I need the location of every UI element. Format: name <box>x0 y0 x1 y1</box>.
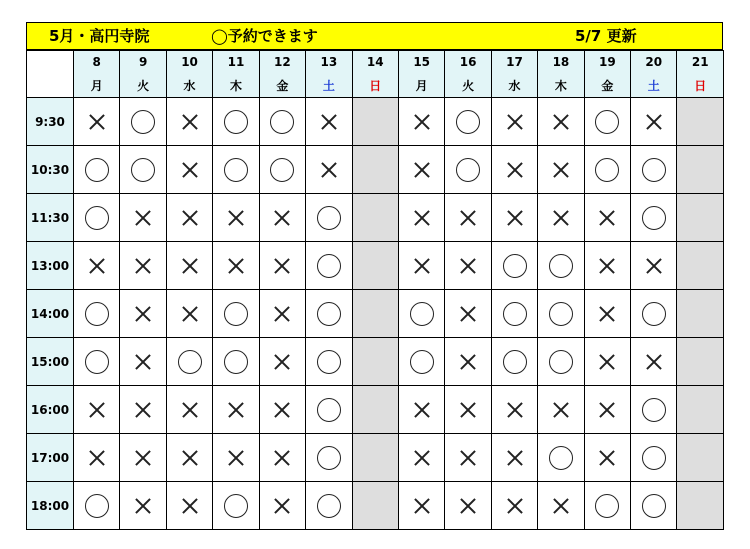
available-icon <box>317 494 341 518</box>
availability-cell <box>445 194 491 242</box>
availability-cell <box>259 386 305 434</box>
availability-cell <box>538 386 584 434</box>
availability-cell <box>259 338 305 386</box>
availability-cell <box>584 338 630 386</box>
availability-cell <box>259 482 305 530</box>
available-icon <box>456 158 480 182</box>
unavailable-icon <box>131 206 155 230</box>
available-icon <box>224 494 248 518</box>
unavailable-icon <box>456 350 480 374</box>
time-label: 18:00 <box>27 482 74 530</box>
availability-cell <box>306 386 352 434</box>
closed-cell <box>677 338 723 386</box>
unavailable-icon <box>270 350 294 374</box>
available-icon <box>595 158 619 182</box>
availability-cell <box>306 242 352 290</box>
day-date: 16 <box>445 51 491 74</box>
availability-cell <box>584 98 630 146</box>
availability-cell <box>166 146 212 194</box>
day-date: 12 <box>259 51 305 74</box>
available-icon <box>410 302 434 326</box>
availability-cell <box>538 290 584 338</box>
availability-cell <box>631 146 677 194</box>
available-icon <box>456 110 480 134</box>
availability-cell <box>213 482 259 530</box>
availability-cell <box>120 338 166 386</box>
unavailable-icon <box>131 446 155 470</box>
available-icon <box>224 158 248 182</box>
availability-cell <box>259 98 305 146</box>
availability-cell <box>120 146 166 194</box>
day-weekday: 土 <box>306 73 352 98</box>
unavailable-icon <box>270 494 294 518</box>
available-icon <box>270 110 294 134</box>
available-icon <box>85 350 109 374</box>
time-slot-row <box>27 194 724 242</box>
available-icon <box>317 350 341 374</box>
availability-cell <box>584 290 630 338</box>
availability-cell <box>259 290 305 338</box>
availability-cell <box>213 98 259 146</box>
availability-cell <box>74 242 120 290</box>
updated-date: 5/7 更新 <box>575 27 637 45</box>
available-icon <box>85 206 109 230</box>
day-date: 18 <box>538 51 584 74</box>
availability-cell <box>213 194 259 242</box>
availability-cell <box>166 98 212 146</box>
closed-cell <box>677 194 723 242</box>
availability-cell <box>584 242 630 290</box>
availability-cell <box>74 386 120 434</box>
time-label: 9:30 <box>27 98 74 146</box>
availability-cell <box>166 482 212 530</box>
time-label: 11:30 <box>27 194 74 242</box>
availability-cell <box>259 146 305 194</box>
unavailable-icon <box>410 158 434 182</box>
availability-cell <box>74 146 120 194</box>
availability-cell <box>491 386 537 434</box>
availability-cell <box>445 242 491 290</box>
availability-cell <box>74 338 120 386</box>
unavailable-icon <box>178 398 202 422</box>
availability-cell <box>74 98 120 146</box>
availability-cell <box>584 146 630 194</box>
available-icon <box>131 110 155 134</box>
availability-cell <box>491 242 537 290</box>
time-label: 17:00 <box>27 434 74 482</box>
closed-cell <box>352 338 398 386</box>
closed-cell <box>352 242 398 290</box>
unavailable-icon <box>224 254 248 278</box>
closed-cell <box>677 242 723 290</box>
unavailable-icon <box>503 206 527 230</box>
day-weekday: 金 <box>259 73 305 98</box>
unavailable-icon <box>595 446 619 470</box>
day-date: 17 <box>491 51 537 74</box>
unavailable-icon <box>595 350 619 374</box>
available-icon <box>595 494 619 518</box>
unavailable-icon <box>85 110 109 134</box>
unavailable-icon <box>549 494 573 518</box>
day-weekday: 木 <box>213 73 259 98</box>
closed-cell <box>677 386 723 434</box>
availability-cell <box>445 386 491 434</box>
time-slot-row <box>27 98 724 146</box>
closed-cell <box>352 146 398 194</box>
title-banner <box>26 22 723 50</box>
closed-cell <box>677 434 723 482</box>
unavailable-icon <box>224 446 248 470</box>
day-date: 8 <box>74 51 120 74</box>
day-weekday: 日 <box>352 73 398 98</box>
availability-cell <box>306 434 352 482</box>
time-label: 13:00 <box>27 242 74 290</box>
available-icon <box>549 254 573 278</box>
availability-cell <box>166 338 212 386</box>
availability-cell <box>74 482 120 530</box>
availability-cell <box>398 194 444 242</box>
availability-cell <box>584 434 630 482</box>
availability-cell <box>491 338 537 386</box>
availability-cell <box>398 434 444 482</box>
availability-cell <box>445 290 491 338</box>
closed-cell <box>677 146 723 194</box>
unavailable-icon <box>131 350 155 374</box>
availability-cell <box>445 482 491 530</box>
availability-cell <box>631 290 677 338</box>
day-weekday: 月 <box>74 73 120 98</box>
unavailable-icon <box>549 206 573 230</box>
unavailable-icon <box>456 494 480 518</box>
day-date: 14 <box>352 51 398 74</box>
closed-cell <box>352 194 398 242</box>
closed-cell <box>677 98 723 146</box>
closed-cell <box>352 290 398 338</box>
time-label: 10:30 <box>27 146 74 194</box>
time-slot-row <box>27 338 724 386</box>
day-weekday: 金 <box>584 73 630 98</box>
availability-cell <box>213 242 259 290</box>
availability-cell <box>631 194 677 242</box>
unavailable-icon <box>270 302 294 326</box>
day-weekday: 月 <box>398 73 444 98</box>
availability-cell <box>398 146 444 194</box>
available-icon <box>642 494 666 518</box>
availability-cell <box>445 338 491 386</box>
day-date: 10 <box>166 51 212 74</box>
availability-cell <box>259 194 305 242</box>
availability-cell <box>120 98 166 146</box>
availability-cell <box>491 482 537 530</box>
unavailable-icon <box>595 254 619 278</box>
day-date: 11 <box>213 51 259 74</box>
availability-cell <box>538 434 584 482</box>
unavailable-icon <box>549 158 573 182</box>
available-icon <box>224 302 248 326</box>
available-icon <box>317 302 341 326</box>
day-weekday: 土 <box>631 73 677 98</box>
available-icon <box>131 158 155 182</box>
availability-cell <box>538 338 584 386</box>
availability-cell <box>584 386 630 434</box>
closed-cell <box>352 98 398 146</box>
availability-cell <box>491 98 537 146</box>
time-slot-row <box>27 242 724 290</box>
availability-cell <box>445 434 491 482</box>
available-icon <box>595 110 619 134</box>
closed-cell <box>352 386 398 434</box>
unavailable-icon <box>410 254 434 278</box>
availability-cell <box>398 242 444 290</box>
corner-cell <box>27 51 74 98</box>
availability-cell <box>398 386 444 434</box>
unavailable-icon <box>503 110 527 134</box>
unavailable-icon <box>456 446 480 470</box>
unavailable-icon <box>595 302 619 326</box>
unavailable-icon <box>410 446 434 470</box>
availability-cell <box>166 386 212 434</box>
availability-cell <box>166 290 212 338</box>
availability-cell <box>445 98 491 146</box>
time-slot-row <box>27 290 724 338</box>
day-date: 19 <box>584 51 630 74</box>
unavailable-icon <box>410 110 434 134</box>
unavailable-icon <box>224 206 248 230</box>
availability-cell <box>166 242 212 290</box>
unavailable-icon <box>178 206 202 230</box>
unavailable-icon <box>503 158 527 182</box>
availability-cell <box>120 194 166 242</box>
availability-cell <box>538 482 584 530</box>
availability-cell <box>538 98 584 146</box>
available-icon <box>270 158 294 182</box>
availability-cell <box>398 290 444 338</box>
available-icon <box>642 398 666 422</box>
availability-cell <box>120 434 166 482</box>
time-label: 14:00 <box>27 290 74 338</box>
closed-cell <box>677 482 723 530</box>
availability-cell <box>491 194 537 242</box>
unavailable-icon <box>642 110 666 134</box>
unavailable-icon <box>456 254 480 278</box>
availability-cell <box>398 98 444 146</box>
day-weekday: 日 <box>677 73 723 98</box>
availability-cell <box>259 242 305 290</box>
available-icon <box>503 254 527 278</box>
day-weekday: 水 <box>491 73 537 98</box>
unavailable-icon <box>85 254 109 278</box>
available-icon <box>642 158 666 182</box>
availability-cell <box>631 482 677 530</box>
availability-cell <box>306 338 352 386</box>
availability-cell <box>398 482 444 530</box>
unavailable-icon <box>595 206 619 230</box>
day-date: 21 <box>677 51 723 74</box>
availability-cell <box>120 482 166 530</box>
availability-cell <box>491 434 537 482</box>
closed-cell <box>352 434 398 482</box>
availability-cell <box>491 290 537 338</box>
availability-cell <box>538 242 584 290</box>
availability-cell <box>538 146 584 194</box>
availability-cell <box>306 146 352 194</box>
time-label: 16:00 <box>27 386 74 434</box>
unavailable-icon <box>178 302 202 326</box>
unavailable-icon <box>178 446 202 470</box>
legend-text: ◯予約できます <box>211 27 318 45</box>
available-icon <box>85 302 109 326</box>
unavailable-icon <box>131 398 155 422</box>
unavailable-icon <box>410 206 434 230</box>
availability-cell <box>631 242 677 290</box>
availability-cell <box>74 290 120 338</box>
available-icon <box>410 350 434 374</box>
availability-cell <box>631 98 677 146</box>
day-date: 20 <box>631 51 677 74</box>
reservation-table <box>26 50 724 530</box>
unavailable-icon <box>410 494 434 518</box>
availability-cell <box>213 434 259 482</box>
day-date: 9 <box>120 51 166 74</box>
unavailable-icon <box>178 254 202 278</box>
availability-cell <box>120 290 166 338</box>
availability-cell <box>213 290 259 338</box>
unavailable-icon <box>178 110 202 134</box>
available-icon <box>642 206 666 230</box>
available-icon <box>224 110 248 134</box>
available-icon <box>642 446 666 470</box>
unavailable-icon <box>549 110 573 134</box>
available-icon <box>317 206 341 230</box>
availability-cell <box>74 194 120 242</box>
availability-cell <box>259 434 305 482</box>
availability-cell <box>120 242 166 290</box>
availability-cell <box>398 338 444 386</box>
day-weekday: 水 <box>166 73 212 98</box>
available-icon <box>503 350 527 374</box>
unavailable-icon <box>270 254 294 278</box>
available-icon <box>85 158 109 182</box>
unavailable-icon <box>642 254 666 278</box>
closed-cell <box>352 482 398 530</box>
unavailable-icon <box>270 206 294 230</box>
unavailable-icon <box>642 350 666 374</box>
availability-cell <box>74 434 120 482</box>
availability-cell <box>213 386 259 434</box>
day-date: 13 <box>306 51 352 74</box>
day-weekday: 火 <box>445 73 491 98</box>
unavailable-icon <box>410 398 434 422</box>
availability-cell <box>631 434 677 482</box>
unavailable-icon <box>595 398 619 422</box>
available-icon <box>85 494 109 518</box>
availability-cell <box>306 194 352 242</box>
availability-cell <box>584 482 630 530</box>
unavailable-icon <box>270 398 294 422</box>
unavailable-icon <box>131 302 155 326</box>
availability-cell <box>213 338 259 386</box>
available-icon <box>503 302 527 326</box>
availability-cell <box>120 386 166 434</box>
available-icon <box>549 350 573 374</box>
available-icon <box>178 350 202 374</box>
unavailable-icon <box>131 254 155 278</box>
time-slot-row <box>27 482 724 530</box>
time-slot-row <box>27 434 724 482</box>
unavailable-icon <box>85 446 109 470</box>
day-weekday: 木 <box>538 73 584 98</box>
time-label: 15:00 <box>27 338 74 386</box>
unavailable-icon <box>503 446 527 470</box>
unavailable-icon <box>317 158 341 182</box>
unavailable-icon <box>178 494 202 518</box>
availability-cell <box>306 482 352 530</box>
availability-cell <box>306 290 352 338</box>
available-icon <box>642 302 666 326</box>
time-slot-row <box>27 146 724 194</box>
available-icon <box>317 446 341 470</box>
availability-cell <box>445 146 491 194</box>
available-icon <box>224 350 248 374</box>
unavailable-icon <box>456 206 480 230</box>
unavailable-icon <box>131 494 155 518</box>
unavailable-icon <box>456 398 480 422</box>
unavailable-icon <box>317 110 341 134</box>
availability-cell <box>631 338 677 386</box>
unavailable-icon <box>503 398 527 422</box>
availability-cell <box>166 194 212 242</box>
unavailable-icon <box>85 398 109 422</box>
availability-cell <box>584 194 630 242</box>
unavailable-icon <box>270 446 294 470</box>
available-icon <box>317 398 341 422</box>
availability-cell <box>538 194 584 242</box>
availability-cell <box>306 98 352 146</box>
page-title: 5月・高円寺院 <box>49 27 150 45</box>
unavailable-icon <box>456 302 480 326</box>
unavailable-icon <box>549 398 573 422</box>
available-icon <box>317 254 341 278</box>
available-icon <box>549 302 573 326</box>
availability-cell <box>213 146 259 194</box>
availability-cell <box>631 386 677 434</box>
availability-cell <box>166 434 212 482</box>
time-slot-row <box>27 386 724 434</box>
unavailable-icon <box>178 158 202 182</box>
unavailable-icon <box>503 494 527 518</box>
available-icon <box>549 446 573 470</box>
unavailable-icon <box>224 398 248 422</box>
closed-cell <box>677 290 723 338</box>
availability-cell <box>491 146 537 194</box>
day-weekday: 火 <box>120 73 166 98</box>
day-date: 15 <box>398 51 444 74</box>
